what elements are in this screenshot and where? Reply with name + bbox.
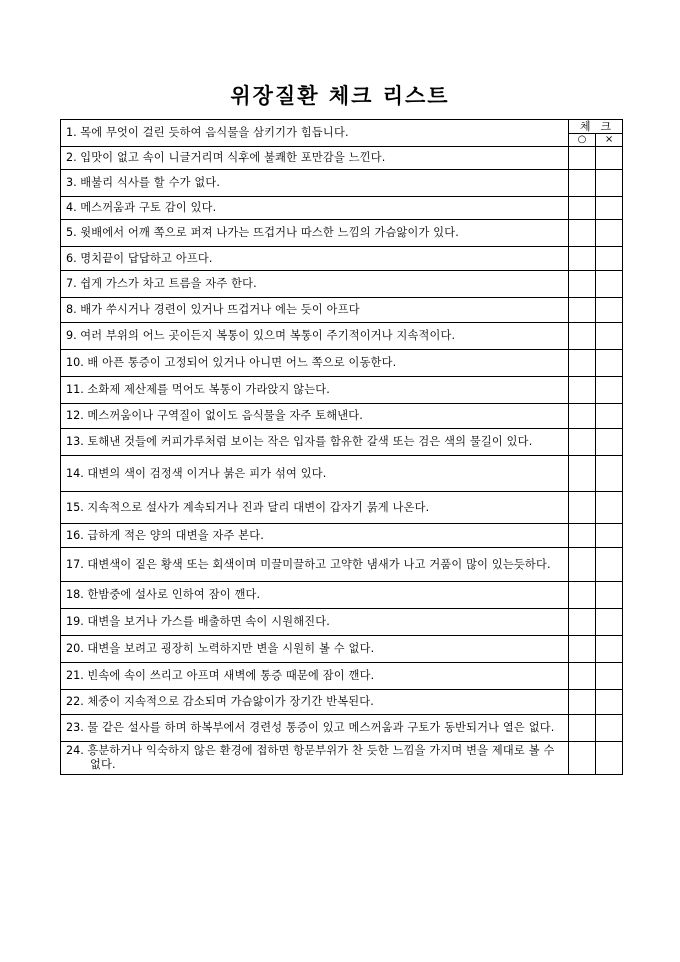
item-text: 흥분하거나 익숙하지 않은 환경에 접하면 항문부위가 찬 듯한 느낌을 가지며 변을 제대로 볼 수 없다. xyxy=(87,744,555,771)
checklist-row xyxy=(61,377,623,404)
checklist-row xyxy=(61,271,623,298)
item-number: 7. xyxy=(66,277,77,290)
item-number: 3. xyxy=(66,176,77,189)
yes-checkbox-cell[interactable] xyxy=(569,404,596,429)
checklist-row xyxy=(61,636,623,663)
item-number: 17. xyxy=(66,557,84,571)
yes-checkbox-cell[interactable] xyxy=(569,197,596,220)
checklist-row xyxy=(61,524,623,548)
item-number: 2. xyxy=(66,151,77,164)
checklist-row xyxy=(61,298,623,323)
checklist-item xyxy=(61,197,569,220)
checklist-row xyxy=(61,609,623,636)
no-checkbox-cell[interactable] xyxy=(596,742,623,775)
yes-column-header: ○ xyxy=(569,134,596,146)
item-text: 메스꺼움과 구토 감이 있다. xyxy=(80,201,217,214)
item-text: 대변색이 짙은 황색 또는 회색이며 미끌미끌하고 고약한 냄새가 나고 거품이 많이 있는듯하다. xyxy=(87,557,551,571)
no-checkbox-cell[interactable] xyxy=(596,663,623,690)
item-text: 빈속에 속이 쓰리고 아프며 새벽에 통증 때문에 잠이 깬다. xyxy=(87,669,375,682)
item-text: 배불리 식사를 할 수가 없다. xyxy=(80,176,221,189)
yes-checkbox-cell[interactable] xyxy=(569,742,596,775)
checklist-item xyxy=(61,548,569,582)
no-checkbox-cell[interactable] xyxy=(596,429,623,456)
item-number: 6. xyxy=(66,251,77,265)
item-text: 명치끝이 답답하고 아프다. xyxy=(80,251,213,265)
check-header-label: 체크 xyxy=(569,120,622,134)
no-checkbox-cell[interactable] xyxy=(596,247,623,271)
no-checkbox-cell[interactable] xyxy=(596,197,623,220)
checklist-row xyxy=(61,715,623,742)
item-text: 대변을 보려고 굉장히 노력하지만 변을 시원히 볼 수 없다. xyxy=(87,642,375,655)
yes-checkbox-cell[interactable] xyxy=(569,636,596,663)
no-checkbox-cell[interactable] xyxy=(596,298,623,323)
check-header xyxy=(569,120,623,147)
checklist-row xyxy=(61,548,623,582)
item-text: 토해낸 것들에 커피가루처럼 보이는 작은 입자를 함유한 갈색 또는 검은 색의 물길이 있다. xyxy=(87,435,533,448)
checklist-item xyxy=(61,170,569,197)
checklist-item xyxy=(61,742,569,775)
checklist-item xyxy=(61,524,569,548)
no-checkbox-cell[interactable] xyxy=(596,715,623,742)
item-text: 배가 쑤시거나 경련이 있거나 뜨겁거나 에는 듯이 아프다 xyxy=(80,303,360,316)
checklist-item xyxy=(61,323,569,350)
item-text: 배 아픈 통증이 고정되어 있거나 아니면 어느 쪽으로 이동한다. xyxy=(87,356,397,369)
no-checkbox-cell[interactable] xyxy=(596,492,623,524)
no-checkbox-cell[interactable] xyxy=(596,636,623,663)
checklist-row xyxy=(61,120,623,147)
item-number: 8. xyxy=(66,303,77,316)
item-number: 13. xyxy=(66,435,84,448)
checklist-item xyxy=(61,271,569,298)
item-text: 대변을 보거나 가스를 배출하면 속이 시원해진다. xyxy=(87,615,331,628)
checklist-row xyxy=(61,350,623,377)
yes-checkbox-cell[interactable] xyxy=(569,298,596,323)
no-column-header: × xyxy=(604,134,614,145)
checklist-item xyxy=(61,120,569,147)
checklist-row xyxy=(61,197,623,220)
checklist-item xyxy=(61,404,569,429)
checklist-item xyxy=(61,456,569,492)
item-text: 물 같은 설사를 하며 하복부에서 경련성 통증이 있고 메스꺼움과 구토가 동반되거나 열은 없다. xyxy=(87,721,555,734)
item-number: 12. xyxy=(66,409,84,422)
checklist-item xyxy=(61,715,569,742)
item-number: 18. xyxy=(66,588,84,601)
item-text: 한밤중에 설사로 인하여 잠이 깬다. xyxy=(87,588,261,601)
item-text: 목에 무엇이 걸린 듯하여 음식물을 삼키기가 힘듭니다. xyxy=(80,126,349,139)
item-number: 9. xyxy=(66,329,77,342)
checklist-row xyxy=(61,582,623,609)
checklist-item xyxy=(61,350,569,377)
item-number: 23. xyxy=(66,721,84,734)
yes-checkbox-cell[interactable] xyxy=(569,429,596,456)
page-title: 위장질환 체크 리스트 xyxy=(230,83,450,108)
checklist-row xyxy=(61,492,623,524)
item-text: 체중이 지속적으로 감소되며 가슴앓이가 장기간 반복된다. xyxy=(87,695,375,708)
checklist-row xyxy=(61,323,623,350)
checklist-item xyxy=(61,690,569,715)
yes-checkbox-cell[interactable] xyxy=(569,323,596,350)
yes-checkbox-cell[interactable] xyxy=(569,663,596,690)
checklist-row xyxy=(61,429,623,456)
no-checkbox-cell[interactable] xyxy=(596,456,623,492)
no-checkbox-cell[interactable] xyxy=(596,350,623,377)
item-number: 20. xyxy=(66,642,84,655)
no-checkbox-cell[interactable] xyxy=(596,582,623,609)
no-checkbox-cell[interactable] xyxy=(596,220,623,247)
yes-checkbox-cell[interactable] xyxy=(569,582,596,609)
checklist-row xyxy=(61,170,623,197)
no-checkbox-cell[interactable] xyxy=(596,609,623,636)
item-number: 14. xyxy=(66,466,84,480)
checklist-row xyxy=(61,663,623,690)
yes-checkbox-cell[interactable] xyxy=(569,147,596,170)
item-text: 입맛이 없고 속이 니글거리며 식후에 불쾌한 포만감을 느낀다. xyxy=(80,151,386,164)
item-number: 16. xyxy=(66,528,84,542)
yes-checkbox-cell[interactable] xyxy=(569,271,596,298)
checklist-item xyxy=(61,492,569,524)
no-checkbox-cell[interactable] xyxy=(596,548,623,582)
item-text: 소화제 제산제를 먹어도 복통이 가라앉지 않는다. xyxy=(87,383,331,396)
item-number: 24. xyxy=(66,744,84,757)
item-text: 지속적으로 설사가 계속되거나 진과 달리 대변이 갑자기 묽게 나온다. xyxy=(87,500,430,514)
yes-checkbox-cell[interactable] xyxy=(569,247,596,271)
checklist-row xyxy=(61,147,623,170)
item-number: 1. xyxy=(66,126,77,139)
checklist-item xyxy=(61,609,569,636)
no-checkbox-cell[interactable] xyxy=(596,323,623,350)
yes-checkbox-cell[interactable] xyxy=(569,377,596,404)
yes-checkbox-cell[interactable] xyxy=(569,690,596,715)
item-number: 19. xyxy=(66,615,84,628)
checklist-item xyxy=(61,220,569,247)
checklist-row xyxy=(61,220,623,247)
item-number: 15. xyxy=(66,500,84,514)
item-number: 21. xyxy=(66,669,84,682)
no-checkbox-cell[interactable] xyxy=(596,170,623,197)
checklist-row xyxy=(61,247,623,271)
no-checkbox-cell[interactable] xyxy=(596,377,623,404)
checklist-item xyxy=(61,663,569,690)
checklist-item xyxy=(61,298,569,323)
yes-checkbox-cell[interactable] xyxy=(569,492,596,524)
no-checkbox-cell[interactable] xyxy=(596,404,623,429)
checklist-row xyxy=(61,456,623,492)
item-text: 쉽게 가스가 차고 트름을 자주 한다. xyxy=(80,277,257,290)
checklist-item xyxy=(61,429,569,456)
yes-checkbox-cell[interactable] xyxy=(569,456,596,492)
item-text: 급하게 적은 양의 대변을 자주 본다. xyxy=(87,528,264,542)
checklist-item xyxy=(61,377,569,404)
checklist-row xyxy=(61,742,623,775)
item-number: 11. xyxy=(66,383,84,396)
yes-checkbox-cell[interactable] xyxy=(569,548,596,582)
checklist-item xyxy=(61,247,569,271)
yes-checkbox-cell[interactable] xyxy=(569,715,596,742)
item-text: 여러 부위의 어느 곳이든지 복통이 있으며 복통이 주기적이거나 지속적이다. xyxy=(80,329,456,342)
item-number: 5. xyxy=(66,226,77,239)
checklist-item xyxy=(61,147,569,170)
no-checkbox-cell[interactable] xyxy=(596,271,623,298)
item-text: 대변의 색이 검정색 이거나 붉은 피가 섞여 있다. xyxy=(87,466,327,480)
no-checkbox-cell[interactable] xyxy=(596,690,623,715)
yes-checkbox-cell[interactable] xyxy=(569,220,596,247)
item-number: 4. xyxy=(66,201,77,214)
checklist-row xyxy=(61,404,623,429)
yes-checkbox-cell[interactable] xyxy=(569,609,596,636)
checklist-row xyxy=(61,690,623,715)
yes-checkbox-cell[interactable] xyxy=(569,170,596,197)
checklist-item xyxy=(61,636,569,663)
no-checkbox-cell[interactable] xyxy=(596,147,623,170)
checklist-item xyxy=(61,582,569,609)
item-number: 10. xyxy=(66,356,84,369)
item-number: 22. xyxy=(66,695,84,708)
item-text: 윗배에서 어깨 쪽으로 퍼져 나가는 뜨겁거나 따스한 느낌의 가슴앓이가 있다. xyxy=(80,226,460,239)
yes-checkbox-cell[interactable] xyxy=(569,524,596,548)
item-text: 메스꺼움이나 구역질이 없이도 음식물을 자주 토해낸다. xyxy=(87,409,364,422)
yes-checkbox-cell[interactable] xyxy=(569,350,596,377)
no-checkbox-cell[interactable] xyxy=(596,524,623,548)
checklist-table xyxy=(60,119,623,775)
